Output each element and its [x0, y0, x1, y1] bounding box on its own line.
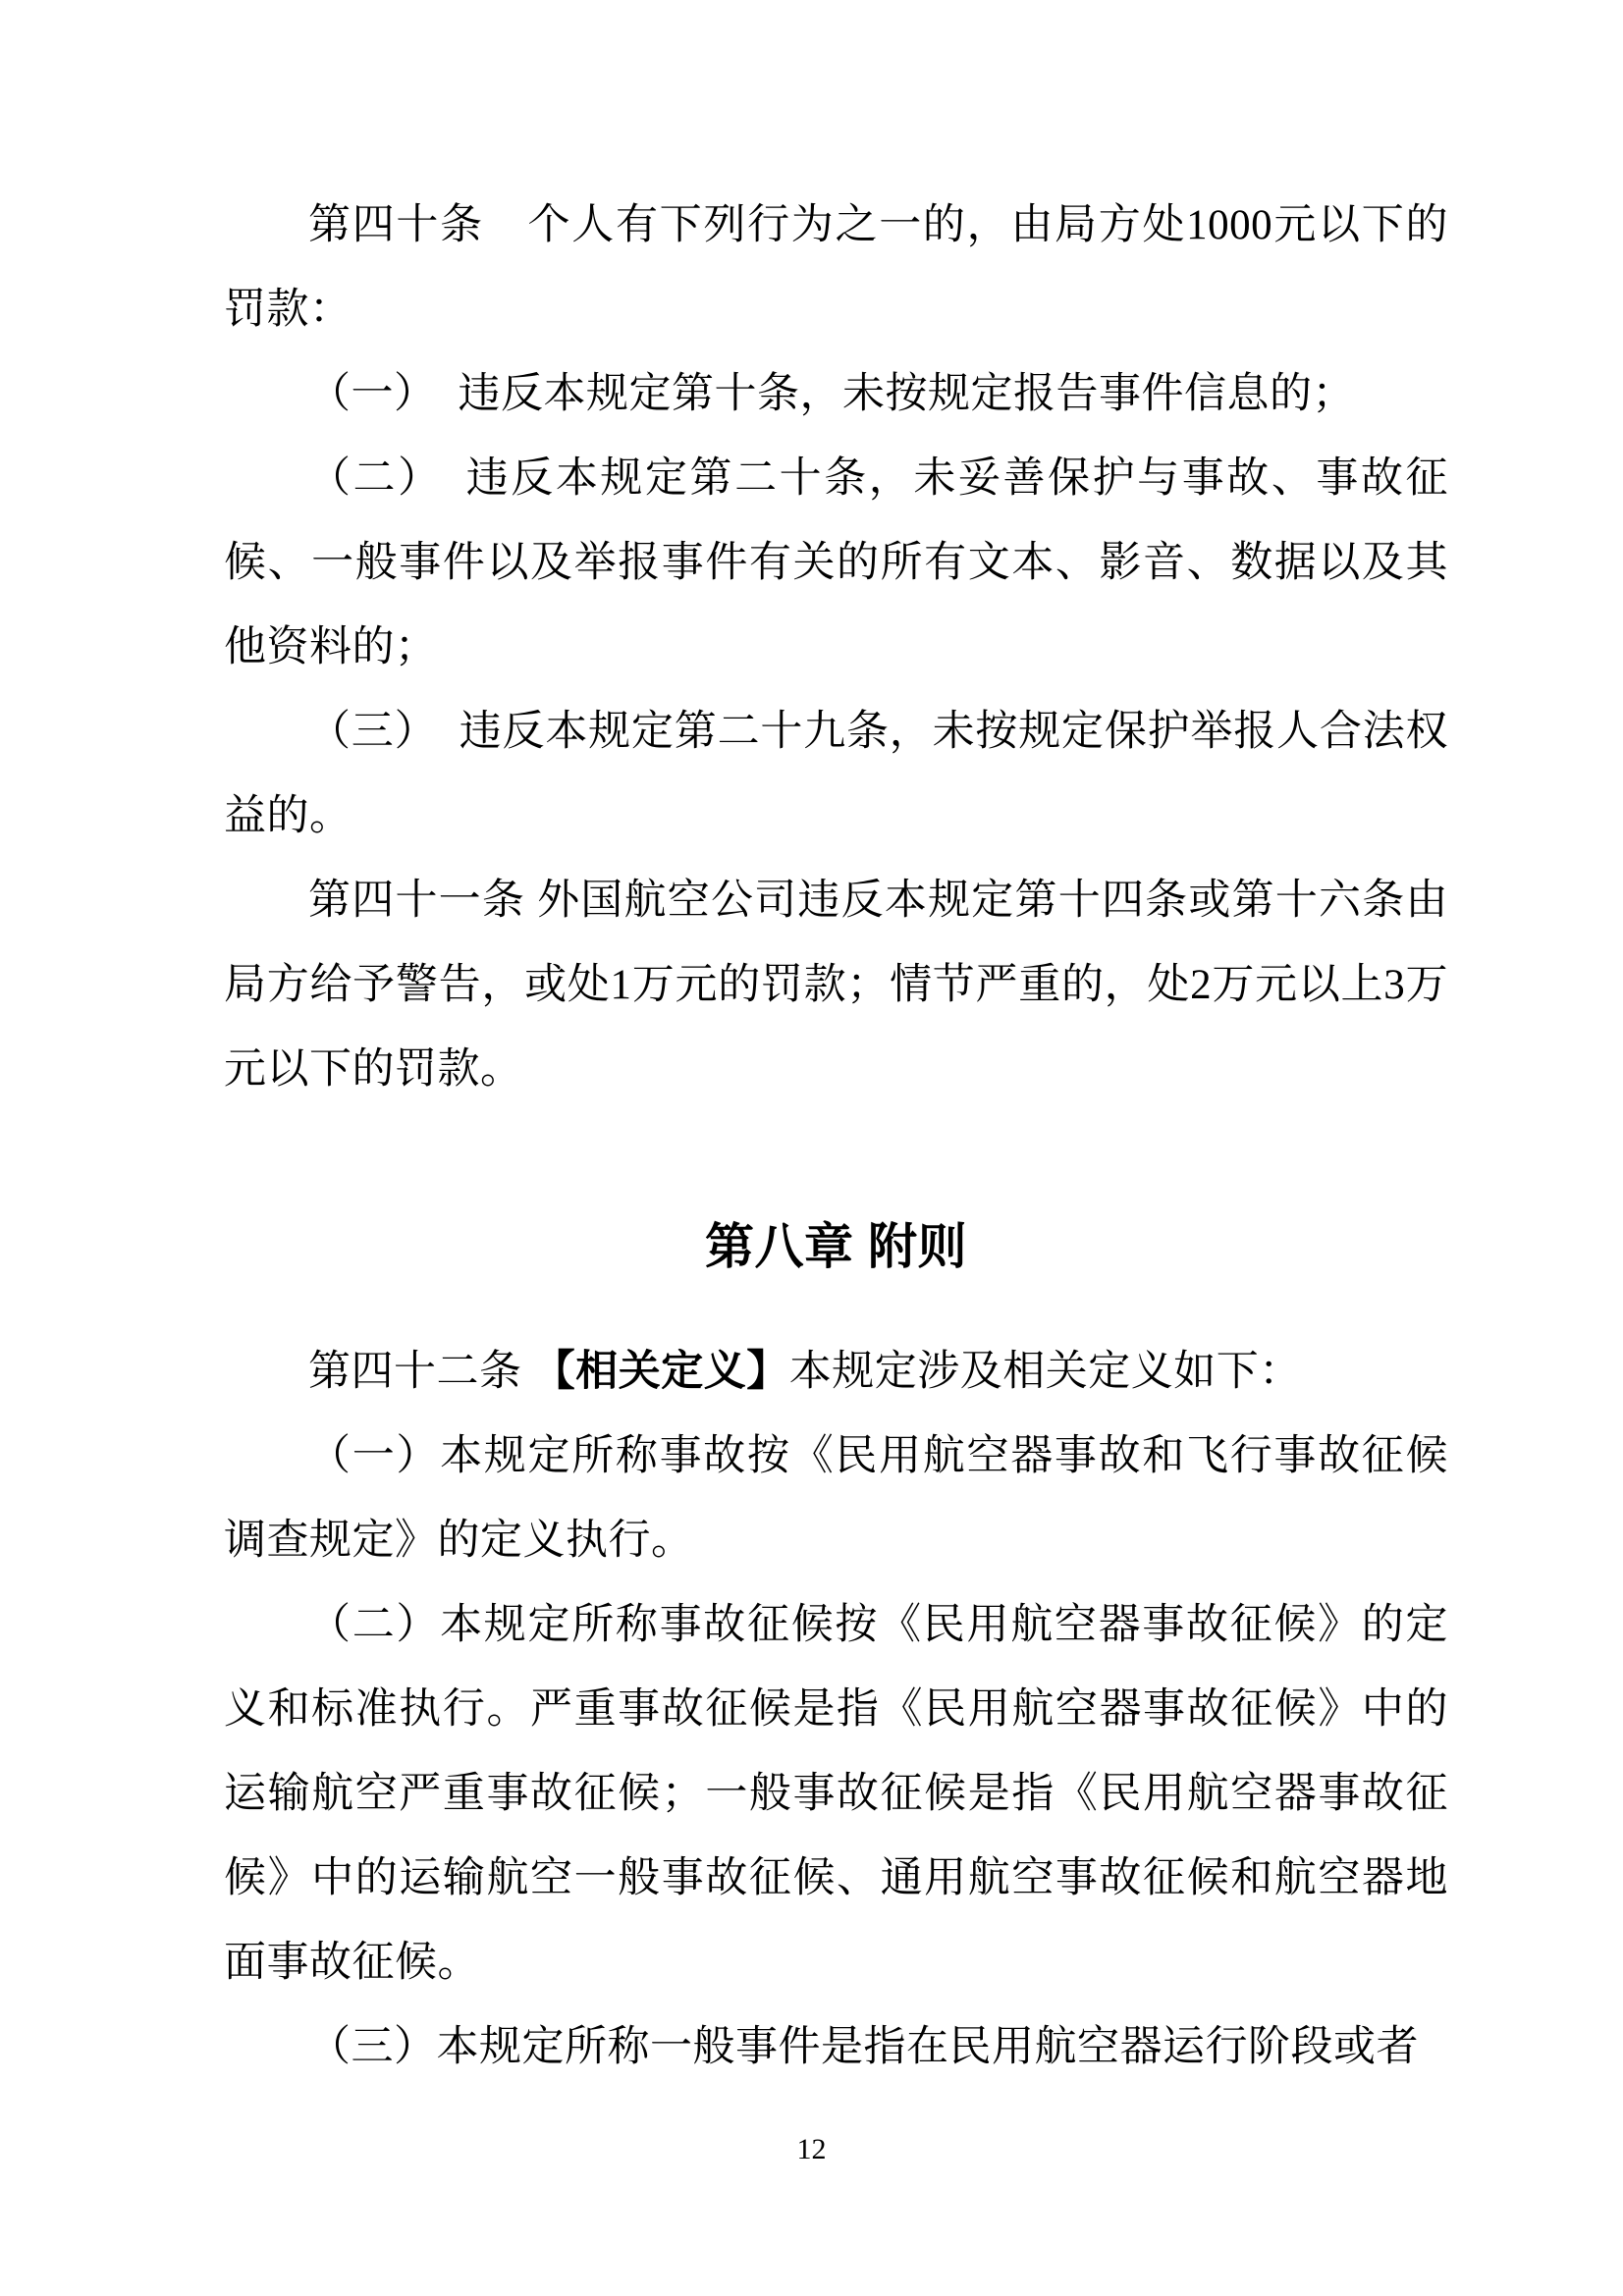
- paragraph-article-40-intro: 第四十条 个人有下列行为之一的，由局方处1000元以下的罚款：: [224, 202, 1448, 333]
- paragraph-article-42-item-1: （一）本规定所称事故按《民用航空器事故和飞行事故征候调查规定》的定义执行。: [224, 1433, 1448, 1564]
- article-42-intro-text: 本规定涉及相关定义如下：: [788, 1349, 1302, 1395]
- paragraph-article-42-item-2: （二）本规定所称事故征候按《民用航空器事故征候》的定义和标准执行。严重事故征候是指《民用航空器事故征候》中的运输航空严重事故征候；一般事故征候是指《民用航空器事故征候》中的运输航空一般事故征候、通用航空事故征候和航空器地面事故征候。: [224, 1602, 1448, 1986]
- paragraph-article-42-intro: [224, 1329, 1448, 1415]
- paragraph-article-42-item-3-partial: （三）本规定所称一般事件是指在民用航空器运行阶段或者: [308, 2024, 1419, 2070]
- paragraph-article-40-item-1: （一） 违反本规定第十条，未按规定报告事件信息的；: [308, 371, 1355, 417]
- chapter-8-heading: 第八章 附则: [705, 1219, 967, 1274]
- paragraph-article-40-item-2: （二） 违反本规定第二十条，未妥善保护与事故、事故征候、一般事件以及举报事件有关的所有文本、影音、数据以及其他资料的；: [224, 455, 1448, 670]
- document-body: [224, 184, 1448, 2090]
- page-footer: [0, 2120, 1623, 2179]
- article-42-definition-label: 【相关定义】: [532, 1348, 789, 1395]
- page-number: 12: [796, 2133, 827, 2165]
- article-42-number: 第四十二条: [308, 1349, 533, 1395]
- paragraph-article-41: 第四十一条 外国航空公司违反本规定第十四条或第十六条由局方给予警告，或处1万元的罚款；情节严重的，处2万元以上3万元以下的罚款。: [224, 878, 1448, 1093]
- paragraph-article-40-item-3: （三） 违反本规定第二十九条，未按规定保护举报人合法权益的。: [224, 709, 1448, 839]
